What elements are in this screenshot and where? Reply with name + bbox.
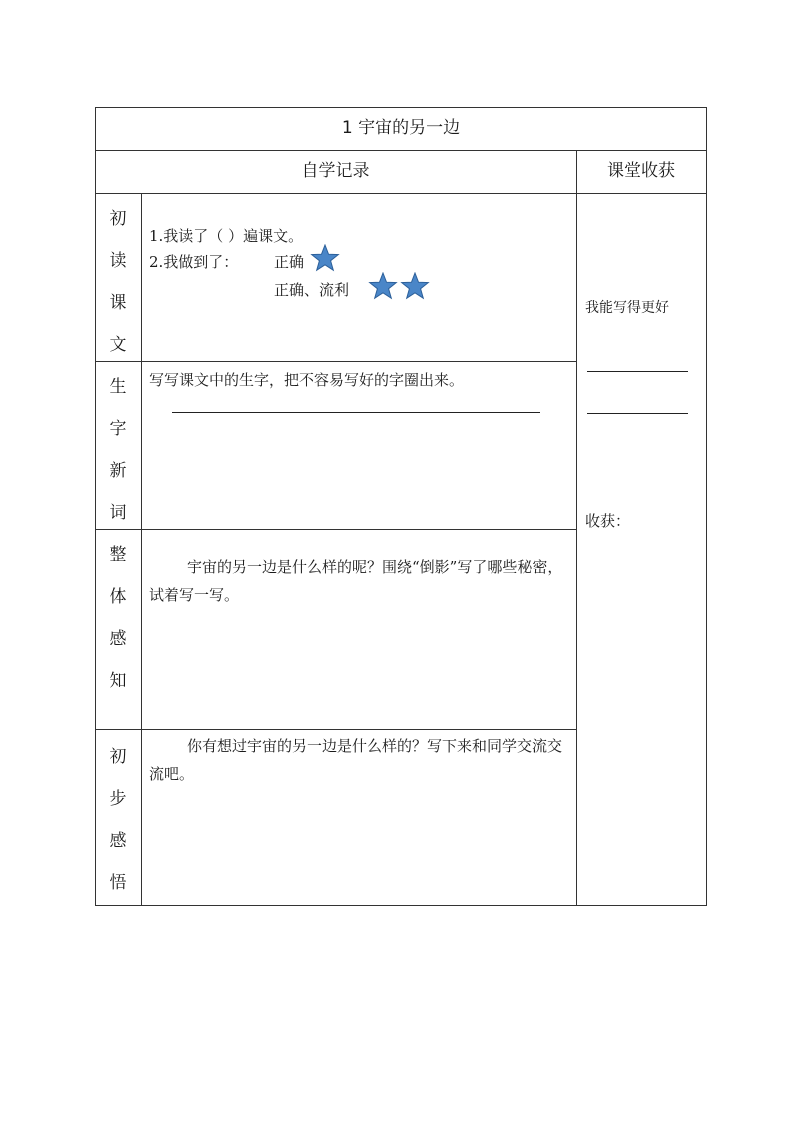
page-title: 1 宇宙的另一边 (341, 118, 461, 138)
write-better-line-1 (587, 371, 688, 372)
achievement-line: 2.我做到了： (149, 253, 239, 271)
border-section1-bottom (95, 361, 576, 362)
star-icon (400, 272, 430, 300)
section-label-2: 生 字 新 词 (109, 377, 127, 523)
border-header-bottom (95, 193, 707, 194)
border-section3-bottom (95, 729, 576, 730)
border-bottom (95, 905, 707, 906)
read-count-line: 1.我读了（ ）遍课文。 (149, 227, 304, 245)
gain-label: 收获： (585, 512, 631, 530)
border-section2-bottom (95, 529, 576, 530)
section-label-4: 初 步 感 悟 (109, 747, 127, 893)
header-class-gain: 课堂收获 (607, 161, 675, 181)
star-icon (368, 272, 398, 300)
writing-line (172, 412, 540, 413)
border-top (95, 107, 707, 108)
header-self-study: 自学记录 (301, 161, 370, 181)
border-right-col (576, 150, 577, 906)
new-words-instruction: 写写课文中的生字，把不容易写好的字圈出来。 (149, 371, 465, 389)
border-title-bottom (95, 150, 707, 151)
write-better-label: 我能写得更好 (585, 300, 669, 316)
overall-prompt: 宇宙的另一边是什么样的呢？围绕“倒影”写了哪些秘密，试着写一写。 (149, 558, 563, 604)
reflection-prompt: 你有想过宇宙的另一边是什么样的？写下来和同学交流交流吧。 (149, 737, 563, 783)
write-better-line-2 (587, 413, 688, 414)
section-label-1: 初 读 课 文 (109, 209, 127, 355)
border-right (706, 107, 707, 906)
option-correct: 正确 (274, 253, 305, 271)
option-correct-fluent: 正确、流利 (274, 281, 350, 299)
star-icon (310, 244, 340, 272)
border-label-col (141, 193, 142, 906)
section-label-3: 整 体 感 知 (109, 545, 127, 691)
